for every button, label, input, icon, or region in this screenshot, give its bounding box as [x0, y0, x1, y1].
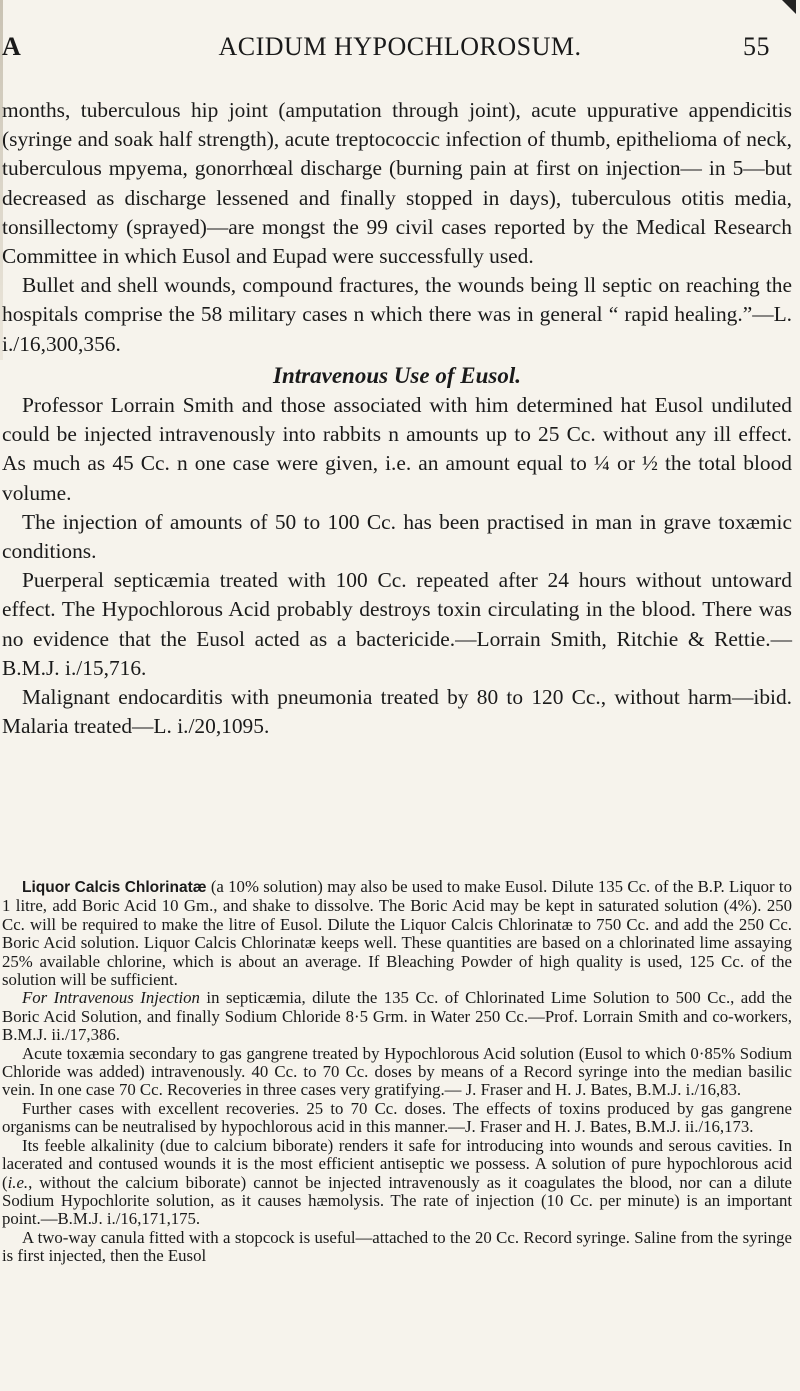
small-paragraph — [2, 878, 792, 989]
small-paragraph: Acute toxæmia secondary to gas gangrene treated by Hypochlorous Acid solution (Eusol to which 0·85% Sodium Chloride was added) intravenously. 40 Cc. to 70 Cc. doses by means of a Record syringe into the median basilic vein. In one case 70 Cc. Recoveries in three cases very gratifying.— J. Fraser and H. J. Bates, B.M.J. i./16,83. — [2, 1043, 792, 1100]
page-number: 55 — [743, 32, 770, 61]
main-text — [2, 96, 792, 741]
paragraph: Puerperal septicæmia treated with 100 Cc. repeated after 24 hours without untoward effect. The Hypochlorous Acid probably destroys toxin circulating in the blood. There was no evidence that the Eusol acted as a bactericide.—Lorrain Smith, Ritchie & Rettie.—B.M.J. i./15,716. — [2, 568, 792, 680]
small-paragraph — [2, 989, 792, 1044]
paragraph: Bullet and shell wounds, compound fractures, the wounds being ll septic on reaching the hospitals comprise the 58 military cases n which there was in general “ rapid healing.”—L. i./16,300,356. — [2, 273, 792, 356]
page-corner-mark — [782, 0, 796, 14]
paragraph-text: , without the calcium biborate) cannot be injected intravenously as it coagulates the blood, nor can a dilute Sodium Hypochlorite solution, as it causes hæmolysis. The rate of injection (10 Cc. per minute) is an important point.—B.M.J. i./16,171,175. — [2, 1172, 792, 1229]
paragraph: months, tuberculous hip joint (amputation through joint), acute uppurative appendicitis (syringe and soak half strength), acute treptococcic infection of thumb, epithelioma of neck, tuberculous mpyema, gonorrhœal discharge (burning pain at first on injection— in 5—but decreased as discharge lessened and finally stopped in days), tuberculous otitis media, tonsillectomy (sprayed)—are mongst the 99 civil cases reported by the Medical Research Committee in which Eusol and Eupad were successfully used. — [2, 98, 792, 269]
small-paragraph: A two-way canula fitted with a stopcock is useful—attached to the 20 Cc. Record syringe. Saline from the syringe is first injected, then the Eusol — [2, 1227, 792, 1266]
paragraph-text: in septicæmia, dilute the 135 Cc. of Chlorinated Lime Solution to 500 Cc., add the Boric Acid Solution, and finally Sodium Chloride 8·5 Grm. in Water 250 Cc.—Prof. Lorrain Smith and co-workers, B.M.J. ii./17,386. — [2, 988, 793, 1045]
small-paragraph — [2, 1137, 792, 1229]
header-left-mark: A — [2, 32, 22, 61]
running-header — [0, 22, 800, 66]
small-paragraph: Further cases with excellent recoveries. 25 to 70 Cc. doses. The effects of toxins produced by gas gangrene organisms can be neutralised by hypochlorous acid in this manner.—J. Fraser and H. J. Bates, B.M.J. ii./16,173. — [2, 1098, 792, 1137]
section-heading: Intravenous Use of Eusol. — [273, 362, 521, 388]
paragraph-text: (a 10% solution) may also be used to make Eusol. Dilute 135 Cc. of the B.P. Liquor to 1 litre, add Boric Acid 10 Gm., and shake to dissolve. The Boric Acid may be kept in saturated solution (4%). 250 Cc. will be required to make the litre of Eusol. Dilute the Liquor Calcis Chlorinatæ to 750 Cc. and add the 250 Cc. Boric Acid solution. Liquor Calcis Chlorinatæ keeps well. These quantities are based on a chlorinated lime assaying 25% available chlorine, which is about an average. If Bleaching Powder of high quality is used, 125 Cc. of the solution will be sufficient. — [2, 877, 792, 990]
abbreviation: i.e. — [7, 1172, 29, 1192]
header-title: ACIDUM HYPOCHLOROSUM. — [218, 32, 582, 61]
run-in-heading: For Intravenous Injection — [22, 988, 200, 1008]
run-in-heading: Liquor Calcis Chlorinatæ — [22, 879, 207, 896]
paragraph-text: Its feeble alkalinity (due to calcium biborate) renders it safe for introducing into wounds and serous cavities. In lacerated and contused wounds it is the most efficient antiseptic we possess. A solution of pure hypochlorous acid ( — [2, 1135, 792, 1192]
small-print-text — [2, 878, 792, 1266]
paragraph: Malignant endocarditis with pneumonia treated by 80 to 120 Cc., without harm—ibid. Malaria treated—L. i./20,1095. — [2, 685, 792, 739]
paragraph: The injection of amounts of 50 to 100 Cc. has been practised in man in grave toxæmic conditions. — [2, 509, 792, 564]
paragraph: Professor Lorrain Smith and those associated with him determined hat Eusol undiluted could be injected intravenously into rabbits n amounts up to 25 Cc. without any ill effect. As much as 45 Cc. n one case were given, i.e. an amount equal to ¼ or ½ the total blood volume. — [2, 393, 792, 505]
